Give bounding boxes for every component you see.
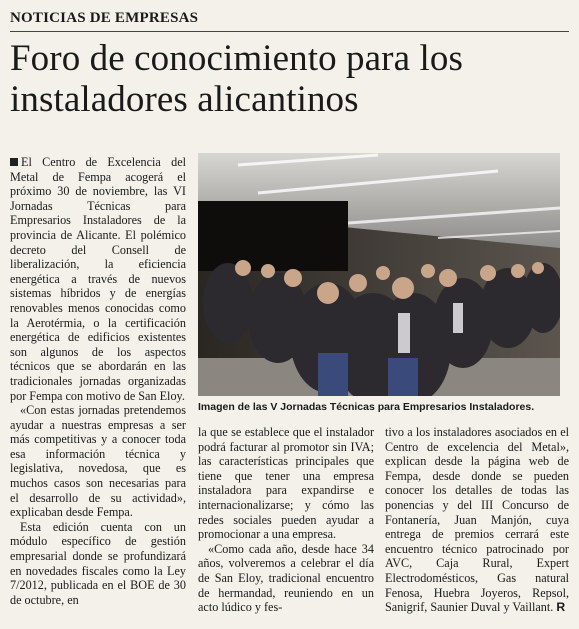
- section-divider: [10, 31, 569, 32]
- paragraph: la que se establece que el instalador podrá facturar al promotor sin IVA; las características principales que tiene que tener una empresa instaladora para expandirse e internacionalizarse; y cómo las redes sociales pueden ayudar a promocionar a una empresa.: [198, 425, 374, 542]
- article-photo: [198, 153, 560, 396]
- article-column-3: [385, 425, 569, 615]
- headline: Foro de conocimiento para los instaladores alicantinos: [10, 38, 463, 120]
- paragraph: tivo a los instaladores asociados en el Centro de excelencia del Metal», explican desde la página web de Fempa, desde donde se pueden conocer los detalles de todas las ponencias y del III Concurso de Fontanería, Juan Manjón, cuya entrega de premios cerrará este encuentro técnico patrocinado por AVC, Caja Rural, Expert Electrodomésticos, Gas natural Fenosa, Huebra Joyeros, Repsol, Sanigrif, Saunier Duval y Vaillant. R: [385, 425, 569, 615]
- paragraph: «Con estas jornadas pretendemos ayudar a nuestras empresas a ser más competitivas y a conocer toda esa información técnica y legislativa, novedosa, que es muchos casos son necesarias para el desarrollo de su actividad», explicaban desde Fempa.: [10, 403, 186, 520]
- section-label: NOTICIAS DE EMPRESAS: [10, 10, 199, 26]
- article-column-1: [10, 155, 186, 607]
- article-column-2: [198, 425, 374, 615]
- end-mark: R: [556, 600, 566, 615]
- paragraph: «Como cada año, desde hace 34 años, volveremos a celebrar el día de San Eloy, tradicional encuentro de hermandad, reuniendo en un acto lúdico y fes-: [198, 541, 374, 615]
- square-bullet-icon: [10, 158, 18, 166]
- photo-caption: Imagen de las V Jornadas Técnicas para Empresarios Instaladores.: [198, 401, 535, 413]
- paragraph: El Centro de Excelencia del Metal de Fempa acogerá el próximo 30 de noviembre, las VI Jornadas Técnicas para Empresarios Instaladores de la provincia de Alicante. El polémico decreto del Consell de liberalización, la eficiencia energética a través de nuevos sistemas híbridos y de energías renovables menos conocidas como la Aerotérmia, o la certificación energética de edificios existentes son algunos de los aspectos técnicos que se abordarán en las tradicionales jornadas organizadas por Fempa con motivo de San Eloy.: [10, 155, 186, 403]
- paragraph: Esta edición cuenta con un módulo específico de gestión empresarial donde se profundizará en novedades fiscales como la Ley 7/2012, publicada en el BOE de 30 de octubre, en: [10, 519, 186, 607]
